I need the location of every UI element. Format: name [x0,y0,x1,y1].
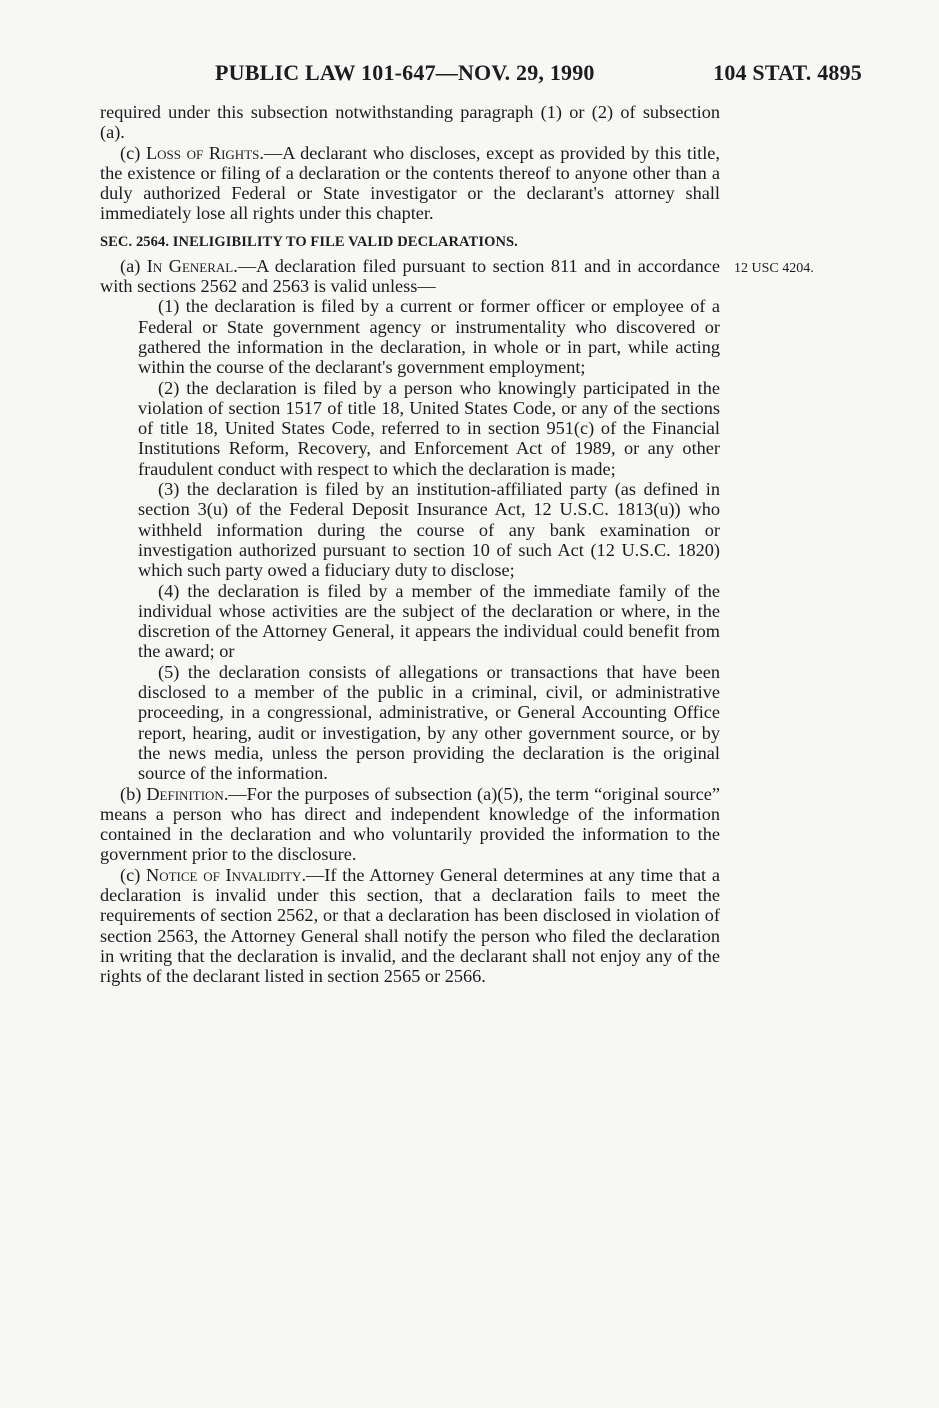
subsection-label: (c) [120,864,147,885]
subsection-text: .—For the purposes of subsection (a)(5), the term “original source” means a person who has direct and independent knowledge of the information contained in the declaration and who voluntarily provided the information to the government prior to the disclosure. [100,783,720,865]
header-title: PUBLIC LAW 101-647—NOV. 29, 1990 [215,60,595,85]
subsection-label: (c) [120,142,146,163]
subsection-heading: Notice of Invalidity [146,864,302,885]
subsection-b-definition [100,784,720,865]
subsection-text: .—A declaration filed pursuant to section 811 and in accordance with sections 2562 and 2563 is valid unless— [100,255,720,297]
subsection-heading: In General [146,255,234,276]
subsection-c-notice-of-invalidity [100,865,720,987]
paragraph-item-5: (5) the declaration consists of allegations or transactions that have been disclosed to a member of the public in a criminal, civil, or administrative proceeding, in a congressional, administrative, or General Accounting Office report, hearing, audit or investigation, by any other government source, or by the news media, unless the person providing the declaration is the original source of the information. [138,661,720,784]
paragraph-item-2: (2) the declaration is filed by a person who knowingly participated in the violation of section 1517 of title 18, United States Code, or any of the sections of title 18, United States Code, referred to in section 951(c) of the Financial Institutions Reform, Recovery, and Enforcement Act of 1989, or any other fraudulent conduct with respect to which the declaration is made; [138,377,720,479]
margin-note-usc: 12 USC 4204. [734,261,814,276]
statute-citation: 104 STAT. 4895 [713,60,862,85]
subsection-a-in-general [100,256,720,297]
document-body [100,102,720,986]
section-heading: SEC. 2564. INELIGIBILITY TO FILE VALID DECLARATIONS. [100,233,518,250]
subsection-heading: Loss of Rights [145,142,260,163]
subsection-label: (a) [120,255,147,276]
subsection-text: .—A declarant who discloses, except as provided by this title, the existence or filing of a declaration or the contents thereof to anyone other than a duly authorized Federal or State investigator or the declarant's attorney shall immediately lose all rights under this chapter. [100,142,720,224]
paragraph-item-1: (1) the declaration is filed by a current or former officer or employee of a Federal or State government agency or instrumentality who discovered or gathered the information in the declaration, in whole or in part, while acting within the course of the declarant's government employment; [138,296,720,378]
subsection-label: (b) [120,783,147,804]
paragraph-item-4: (4) the declaration is filed by a member of the immediate family of the individual whose activities are the subject of the declaration or where, in the discretion of the Attorney General, it appears the individual could benefit from the award; or [138,580,720,662]
subsection-text: .—If the Attorney General determines at any time that a declaration is invalid under this section, that a declaration fails to meet the requirements of section 2562, or that a declaration has been disclosed in violation of section 2563, the Attorney General shall notify the person who filed the declaration in writing that the declaration is invalid, and the declarant shall not enjoy any of the rights of the declarant listed in section 2565 or 2566. [100,864,720,987]
subsection-c-loss-of-rights [100,143,720,224]
subsection-heading: Definition [146,783,224,804]
paragraph-item-3: (3) the declaration is filed by an institution-affiliated party (as defined in section 3(u) of the Federal Deposit Insurance Act, 12 U.S.C. 1813(u)) who withheld information during the course of any bank examination or investigation authorized pursuant to section 10 of such Act (12 U.S.C. 1820) which such party owed a fiduciary duty to disclose; [138,479,720,581]
page-header [100,60,862,90]
continuation-paragraph: required under this subsection notwithstanding paragraph (1) or (2) of subsection (a). [100,102,720,143]
